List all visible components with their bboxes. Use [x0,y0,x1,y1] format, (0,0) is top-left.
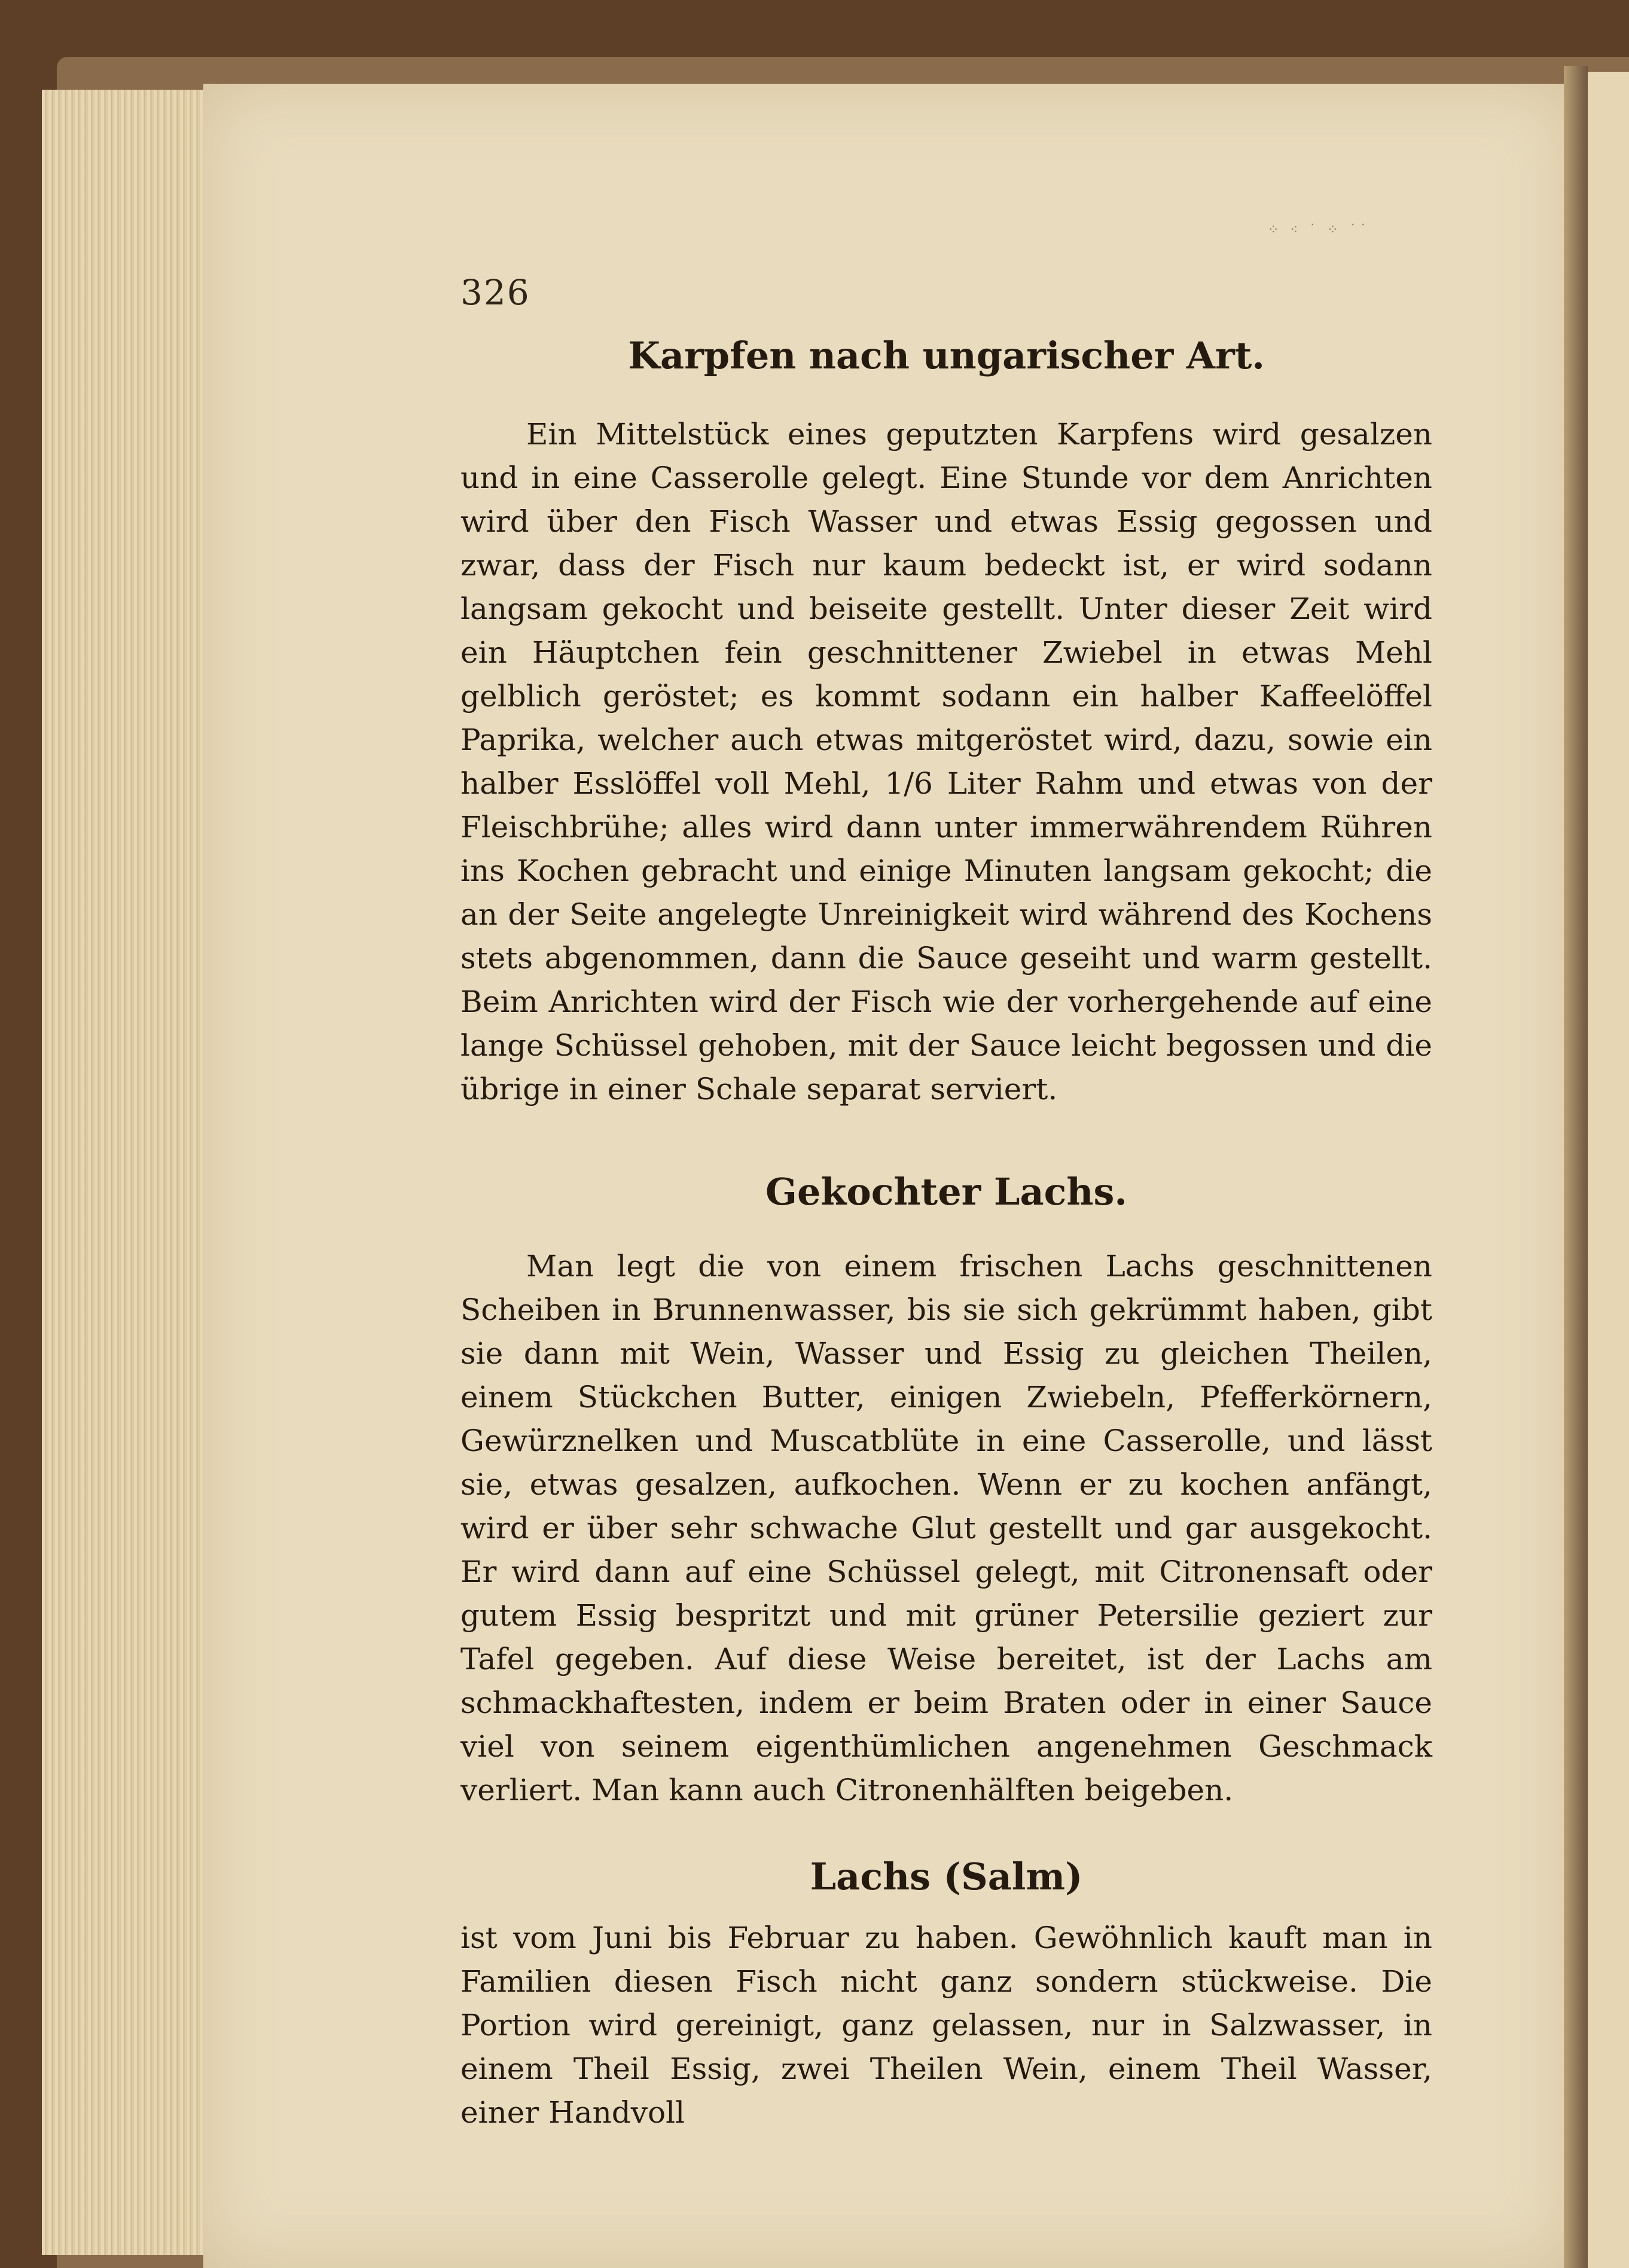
section-title-boiled-salmon: Gekochter Lachs. [765,1170,1127,1214]
section-text-boiled-salmon: Man legt die von einem frischen Lachs geschnittenen Scheiben in Brunnenwasser, bis sie sich gekrümmt haben, gibt sie dann mit Wein, Wasser und Essig zu gleichen Theilen, einem Stückchen Butter, einigen Zwiebeln, Pfefferkörnern, Gewürznelken und Muscatblüte in eine Casserolle, und lässt sie, etwas gesalzen, aufkochen. Wenn er zu kochen anfängt, wird er über sehr schwache Glut gestellt und gar ausgekocht. Er wird dann auf eine Schüssel gelegt, mit Citronensaft oder gutem Essig bespritzt und mit grüner Petersilie geziert zur Tafel gegeben. Auf diese Weise bereitet, ist der Lachs am schmackhaftesten, indem er beim Braten oder in einer Sauce viel von seinem eigenthümlichen angenehmen Geschmack verliert. Man kann auch Citronenhälften beigeben. [460,1249,1432,1807]
page-text [460,332,1432,2135]
page-number: 326 [460,272,530,313]
section-text-salmon: ist vom Juni bis Februar zu haben. Gewöhnlich kauft man in Familien diesen Fisch nicht ganz sondern stückweise. Die Portion wird gereinigt, ganz gelassen, nur in Salzwasser, in einem Theil Essig, zwei Theilen Wein, einem Theil Wasser, einer Handvoll [460,1921,1432,2130]
book-gutter [1564,66,1588,2268]
page-edges [42,90,221,2255]
ink-smudge: ⁘ ⁖ ˙ ⁘ ˙˙ [1268,222,1370,237]
section-title-carp: Karpfen nach ungarischer Art. [628,334,1265,377]
facing-page-edge [1588,72,1629,2268]
section-text-carp: Ein Mittelstück eines geputzten Karpfens wird gesalzen und in eine Casserolle gelegt. Eine Stunde vor dem Anrichten wird über den Fisch Wasser und etwas Essig gegossen und zwar, dass der Fisch nur kaum bedeckt ist, er wird sodann langsam gekocht und beiseite gestellt. Unter dieser Zeit wird ein Häuptchen fein geschnittener Zwiebel in etwas Mehl gelblich geröstet; es kommt sodann ein halber Kaffeelöffel Paprika, welcher auch etwas mitgeröstet wird, dazu, sowie ein halber Esslöffel voll Mehl, 1/6 Liter Rahm und etwas von der Fleischbrühe; alles wird dann unter immerwährendem Rühren ins Kochen gebracht und einige Minuten langsam gekocht; die an der Seite angelegte Unreinigkeit wird während des Kochens stets abgenommen, dann die Sauce geseiht und warm gestellt. Beim Anrichten wird der Fisch wie der vorhergehende auf eine lange Schüssel gehoben, mit der Sauce leicht begossen und die übrige in einer Schale separat serviert. [460,417,1432,1106]
section-title-salmon: Lachs (Salm) [810,1855,1083,1898]
